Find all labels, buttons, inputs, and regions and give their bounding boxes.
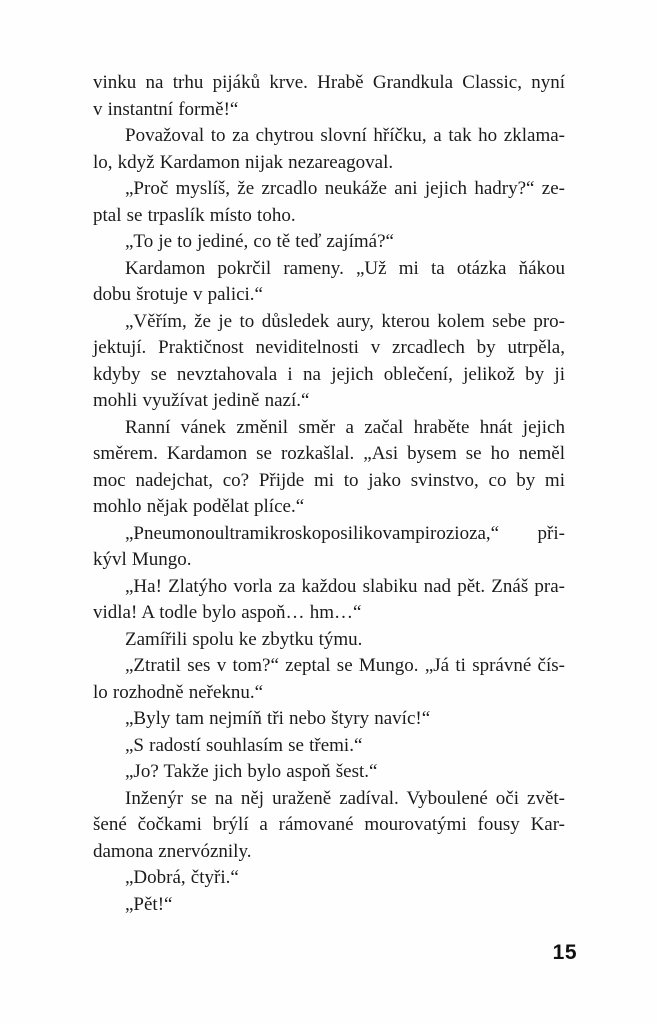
text-line: „Ztratil ses v tom?“ zeptal se Mungo. „Já ti správné čís-	[125, 655, 565, 676]
text-line: „Pneumonoultramikroskoposilikovampirozioza,“ při-	[125, 522, 565, 544]
text-line: „Dobrá, čtyři.“	[125, 867, 239, 888]
text-line: „Jo? Takže jich bylo aspoň šest.“	[125, 761, 378, 782]
paragraph	[93, 256, 565, 309]
text-line: lo rozhodně neřeknu.“	[93, 681, 264, 703]
text-line: „Pět!“	[125, 893, 173, 915]
text-line: „S radostí souhlasím se třemi.“	[125, 734, 363, 756]
paragraph	[93, 733, 565, 760]
paragraph	[93, 786, 565, 866]
text-line: vidla! A todle bylo aspoň… hm…“	[93, 602, 362, 623]
paragraph	[93, 627, 565, 654]
paragraph	[93, 123, 565, 176]
text-line: lo, když Kardamon nijak nezareagoval.	[93, 151, 394, 173]
text-line: Kardamon pokrčil rameny. „Už mi ta otázka ňákou	[125, 257, 565, 279]
text-block	[93, 70, 565, 918]
text-line: vinku na trhu pijáků krve. Hrabě Grandkula Classic, nyní	[93, 72, 565, 93]
paragraph	[93, 229, 565, 256]
text-line: Považoval to za chytrou slovní hříčku, a tak ho zklama-	[125, 125, 565, 146]
paragraph	[93, 865, 565, 892]
paragraph	[93, 706, 565, 733]
paragraph	[93, 176, 565, 229]
paragraph	[93, 309, 565, 415]
text-line: damona znervóznily.	[93, 840, 252, 862]
paragraph	[93, 415, 565, 521]
text-line: Ranní vánek změnil směr a začal hraběte hnát jejich	[125, 416, 565, 438]
paragraph	[93, 574, 565, 627]
text-line: šené čočkami brýlí a rámované mourovatými fousy Kar-	[93, 814, 565, 835]
paragraph	[93, 653, 565, 706]
text-line: „Věřím, že je to důsledek aury, kterou kolem sebe pro-	[125, 310, 565, 332]
text-line: „Byly tam nejmíň tři nebo štyry navíc!“	[125, 708, 431, 729]
text-line: jektují. Praktičnost neviditelnosti v zrcadlech by utrpěla,	[93, 337, 565, 358]
text-line: mohli využívat jedině nazí.“	[93, 390, 310, 411]
text-line: Zamířili spolu ke zbytku týmu.	[125, 628, 363, 650]
text-line: „To je to jediné, co tě teď zajímá?“	[125, 231, 394, 252]
paragraph	[93, 521, 565, 574]
text-line: moc nadejchat, co? Přijde mi to jako svinstvo, co by mi	[93, 469, 565, 491]
text-line: směrem. Kardamon se rozkašlal. „Asi bysem se ho neměl	[93, 443, 565, 464]
text-line: kývl Mungo.	[93, 549, 192, 570]
text-line: kdyby se nevztahovala i na jejich oblečení, jelikož by ji	[93, 363, 565, 385]
text-line: Inženýr se na něj uraženě zadíval. Vyboulené oči zvět-	[125, 787, 565, 809]
paragraph	[93, 759, 565, 786]
paragraph	[93, 70, 565, 123]
text-line: v instantní formě!“	[93, 98, 239, 120]
text-line: ptal se trpaslík místo toho.	[93, 204, 296, 226]
text-line: dobu šrotuje v palici.“	[93, 284, 263, 305]
paragraph	[93, 892, 565, 919]
text-line: „Ha! Zlatýho vorla za každou slabiku nad pět. Znáš pra-	[125, 575, 565, 597]
text-line: mohlo nějak podělat plíce.“	[93, 496, 305, 517]
page-number: 15	[552, 941, 577, 964]
text-line: „Proč myslíš, že zrcadlo neukáže ani jejich hadry?“ ze-	[125, 178, 565, 199]
